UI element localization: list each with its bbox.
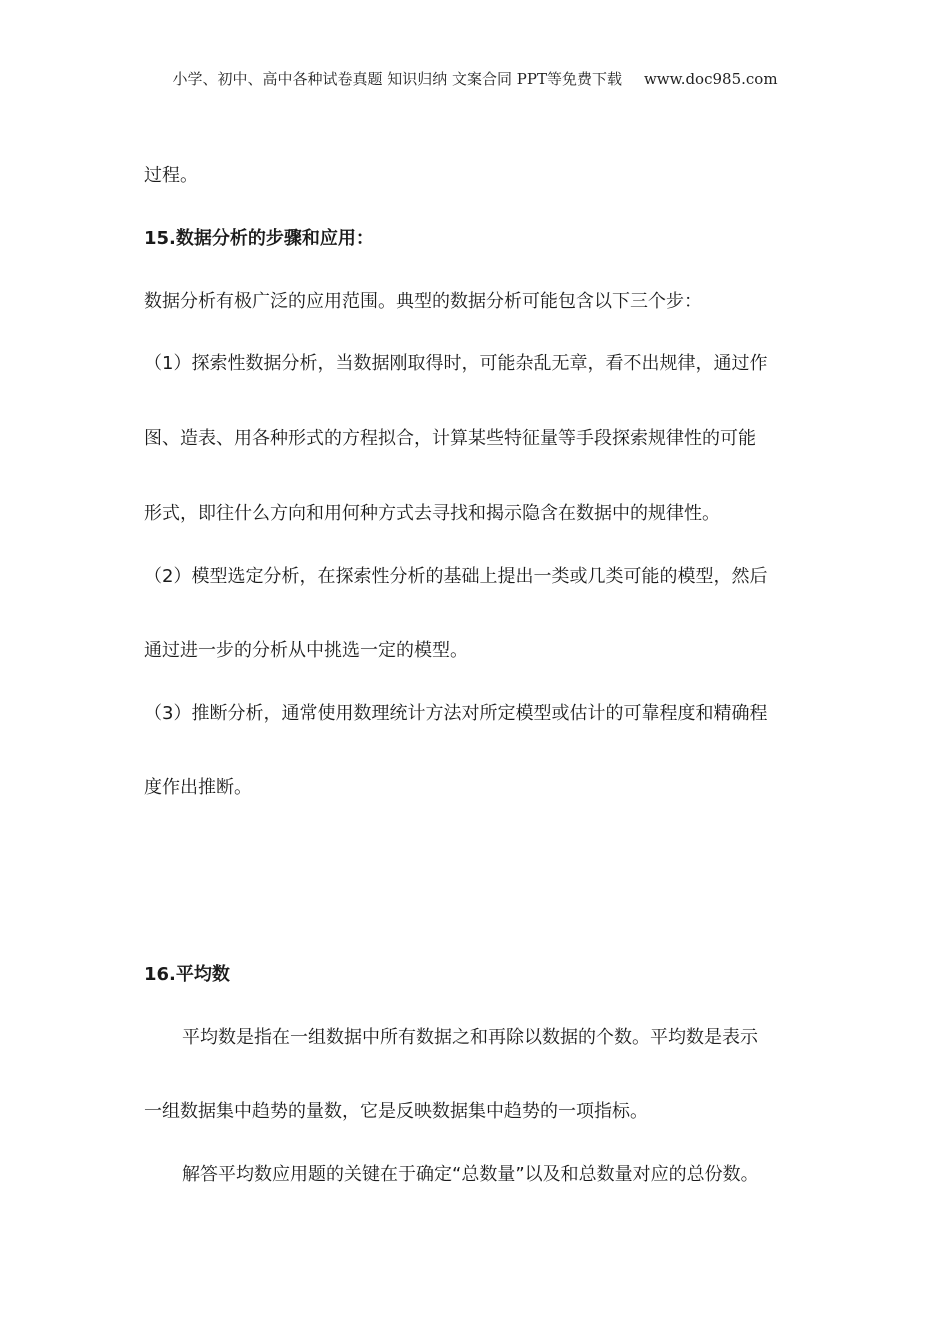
step-2-line-1: （2）模型选定分析，在探索性分析的基础上提出一类或几类可能的模型，然后	[144, 566, 768, 587]
section-15-heading: 15.数据分析的步骤和应用：	[144, 228, 374, 249]
para-1-line-1: 平均数是指在一组数据中所有数据之和再除以数据的个数。平均数是表示	[182, 1027, 758, 1048]
section-16-heading: 16.平均数	[144, 964, 230, 985]
carry-line: 过程。	[144, 165, 198, 186]
step-1-line-3: 形式，即往什么方向和用何种方式去寻找和揭示隐含在数据中的规律性。	[144, 503, 720, 524]
section-15-intro: 数据分析有极广泛的应用范围。典型的数据分析可能包含以下三个步：	[144, 291, 702, 312]
step-1-line-2: 图、造表、用各种形式的方程拟合，计算某些特征量等手段探索规律性的可能	[144, 428, 756, 449]
header-url[interactable]: www.doc985.com	[643, 70, 778, 88]
para-1-line-2: 一组数据集中趋势的量数，它是反映数据集中趋势的一项指标。	[144, 1101, 648, 1122]
step-3-line-1: （3）推断分析，通常使用数理统计方法对所定模型或估计的可靠程度和精确程	[144, 703, 768, 724]
step-1-line-1: （1）探索性数据分析，当数据刚取得时，可能杂乱无章，看不出规律，通过作	[144, 353, 768, 374]
step-2-line-2: 通过进一步的分析从中挑选一定的模型。	[144, 640, 468, 661]
page-header	[0, 68, 950, 89]
header-text: 小学、初中、高中各种试卷真题 知识归纳 文案合同 PPT等免费下载	[172, 70, 622, 88]
step-3-line-2: 度作出推断。	[144, 777, 252, 798]
para-2-line-1: 解答平均数应用题的关键在于确定“总数量”以及和总数量对应的总份数。	[182, 1164, 759, 1185]
